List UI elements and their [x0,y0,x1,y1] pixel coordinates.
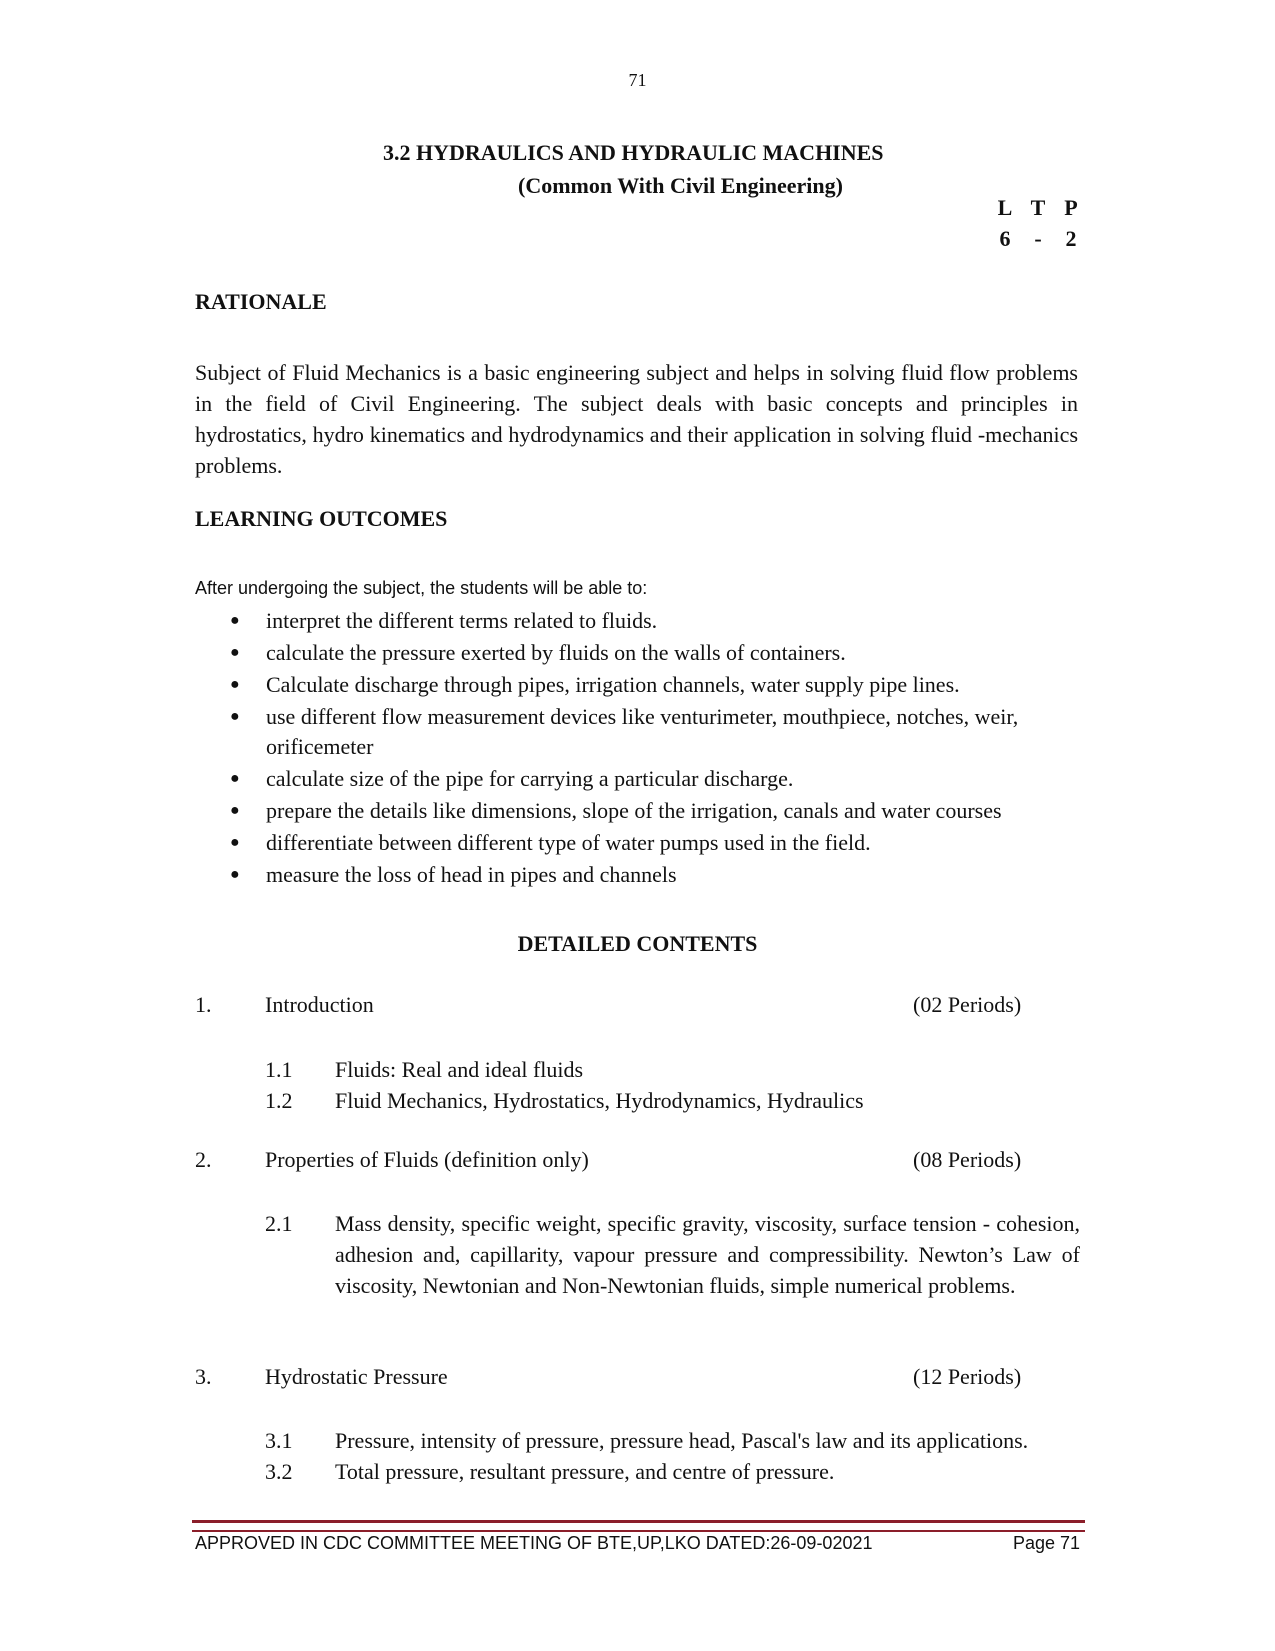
section-title: Introduction [265,992,374,1017]
subsection-text: Fluids: Real and ideal fluids [335,1057,584,1082]
subsection-number: 1.1 [265,1057,293,1082]
footer-divider [192,1520,1085,1532]
bullet-icon: ● [230,644,240,661]
bullet-icon: ● [230,770,240,787]
ltp-value-t: - [1034,226,1042,251]
subsection-text: Fluid Mechanics, Hydrostatics, Hydrodynamics, Hydraulics [335,1088,864,1113]
section-periods: (08 Periods) [913,1147,1022,1172]
learning-outcomes-intro: After undergoing the subject, the students will be able to: [195,578,648,598]
subsection-text: Mass density, specific weight, specific gravity, viscosity, surface tension - cohesion, adhesion and, capillarity, vapour pressure and compressibility. Newton’s Law of viscosity, Newtonian and Non-Newtonian fluids, simple numerical problems. [335,1211,1080,1298]
list-item: ● calculate the pressure exerted by fluids on the walls of containers. [230,638,1080,668]
rationale-heading: RATIONALE [195,289,327,314]
footer-page-number: Page 71 [1013,1533,1081,1553]
section-number: 2. [195,1147,212,1172]
ltp-header-l: L [997,195,1013,220]
section-periods: (02 Periods) [913,992,1022,1017]
subsection-number: 3.1 [265,1428,293,1453]
list-item: ● Calculate discharge through pipes, irrigation channels, water supply pipe lines. [230,670,1080,700]
footer-approval-text: APPROVED IN CDC COMMITTEE MEETING OF BTE,UP,LKO DATED:26-09-02021 [195,1533,873,1553]
ltp-value-p: 2 [1065,226,1077,251]
section-periods: (12 Periods) [913,1364,1022,1389]
bullet-icon: ● [230,676,240,693]
learning-outcomes-list [230,606,1080,892]
list-item: ● interpret the different terms related to fluids. [230,606,1080,636]
subsection-text: Total pressure, resultant pressure, and centre of pressure. [335,1459,835,1484]
section-title: Properties of Fluids (definition only) [265,1147,589,1172]
list-item: ● differentiate between different type of water pumps used in the field. [230,828,1080,858]
list-item: ● measure the loss of head in pipes and channels [230,860,1080,890]
bullet-icon: ● [230,866,240,883]
ltp-header-p: P [1064,195,1078,220]
subsection-number: 1.2 [265,1088,293,1113]
rationale-text: Subject of Fluid Mechanics is a basic engineering subject and helps in solving fluid flow problems in the field of Civil Engineering. The subject deals with basic concepts and principles in hydrostatics, hydro kinematics and hydrodynamics and their application in solving fluid -mechanics problems. [195,360,1078,478]
learning-outcomes-heading: LEARNING OUTCOMES [195,506,448,531]
section-row-1 [195,992,1085,1022]
subsection-number: 2.1 [265,1211,293,1236]
ltp-header-t: T [1030,195,1046,220]
bullet-icon: ● [230,802,240,819]
list-item: ● prepare the details like dimensions, slope of the irrigation, canals and water courses [230,796,1080,826]
subsection-number: 3.2 [265,1459,293,1484]
list-item: ● calculate size of the pipe for carrying a particular discharge. [230,764,1080,794]
section-number: 3. [195,1364,212,1389]
list-item: ● use different flow measurement devices like venturimeter, mouthpiece, notches, weir, orificemeter [230,704,1019,759]
section-title: Hydrostatic Pressure [265,1364,448,1389]
subject-subtitle: (Common With Civil Engineering) [518,173,843,198]
bullet-icon: ● [230,834,240,851]
page-number-top: 71 [628,70,647,90]
detailed-contents-heading: DETAILED CONTENTS [517,931,758,956]
ltp-value-l: 6 [999,226,1011,251]
subject-title: 3.2 HYDRAULICS AND HYDRAULIC MACHINES [383,140,884,165]
section-row-2 [195,1147,1085,1177]
bullet-icon: ● [230,708,240,725]
subsection-text: Pressure, intensity of pressure, pressure head, Pascal's law and its applications. [335,1428,1029,1453]
ltp-header-row [993,195,1083,221]
bullet-icon: ● [230,612,240,629]
section-row-3 [195,1364,1085,1394]
ltp-value-row [993,226,1083,252]
section-number: 1. [195,992,212,1017]
